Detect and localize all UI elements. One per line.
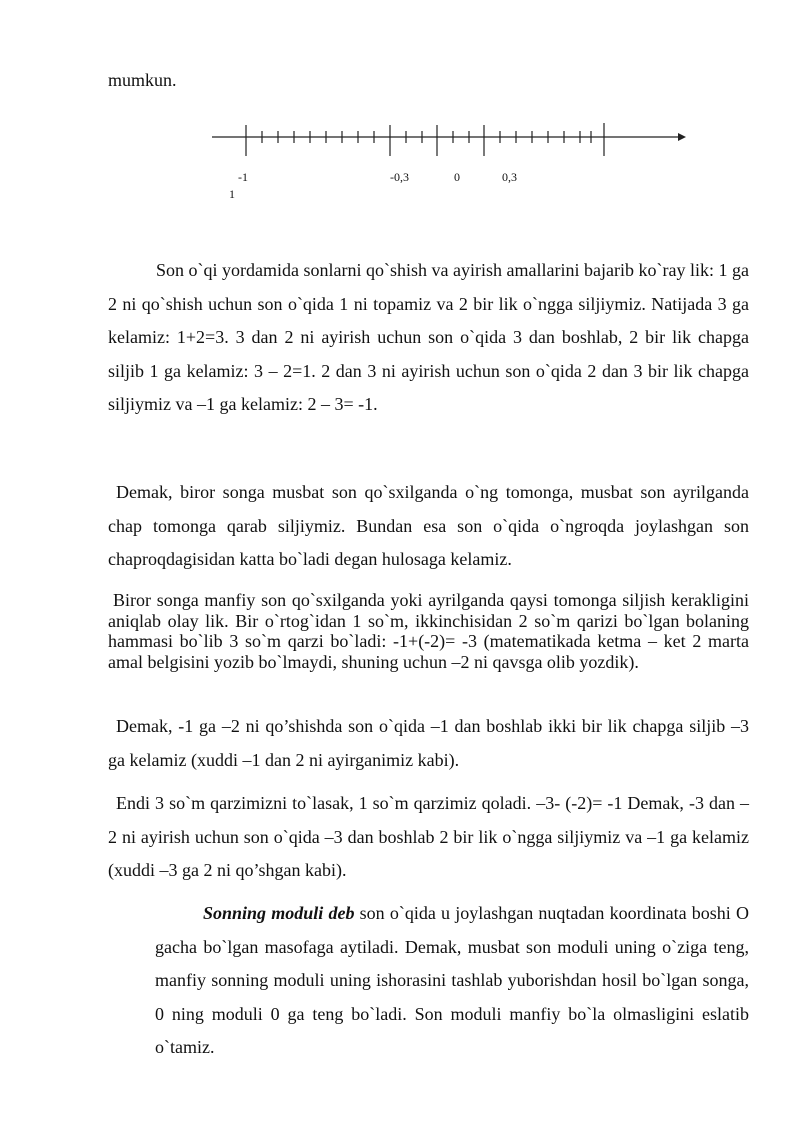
paragraph-subtracting-negative: Endi 3 so`m qarzimizni to`lasak, 1 so`m qarzimiz qoladi. –3- (-2)= -1 Demak, -3 dan –2 ni ayirish uchun son o`qida –3 dan boshlab 2 bir lik o`ngga siljiymiz va –1 ga kelamiz (xuddi –3 ga 2 ni qo’shgan kabi). xyxy=(108,793,749,880)
modulus-definition-text: son o`qida u joylashgan nuqtadan koordinata boshi O gacha bo`lgan masofaga aytiladi. Demak, musbat son moduli uning o`ziga teng, manfiy sonning moduli uning ishorasini tashlab yuborishdan hosil bo`lgan songa, 0 ning moduli 0 ga teng bo`ladi. Son moduli manfiy bo`la olmasligini eslatib o`tamiz. xyxy=(155,903,749,1057)
paragraph-modulus-definition xyxy=(155,897,749,1065)
term-modulus: Sonning moduli deb xyxy=(203,903,355,923)
label-zero: 0 xyxy=(454,170,460,184)
paragraph-addition-subtraction: Son o`qi yordamida sonlarni qo`shish va ayirish amallarini bajarib ko`ray lik: 1 ga 2 ni qo`shish uchun son o`qida 1 ni topamiz va 2 bir lik o`ngga siljiymiz. Natijada 3 ga kelamiz: 1+2=3. 3 dan 2 ni ayirish uchun son o`qida 3 dan boshlab, 2 bir lik chapga siljib 1 ga kelamiz: 3 – 2=1. 2 dan 3 ni ayirish uchun son o`qida 2 dan 3 bir lik chapga siljiymiz va –1 ga kelamiz: 2 – 3= -1. xyxy=(108,260,749,414)
label-point-three: 0,3 xyxy=(502,170,517,184)
intro-line: mumkun. xyxy=(108,70,177,90)
paragraph-negative-numbers: Biror songa manfiy son qo`sxilganda yoki ayrilganda qaysi tomonga siljish kerakligini aniqlab olay lik. Bir o`rtog`idan 1 so`m, ikkinchisidan 2 so`m qarizi bo`lgan bolaning hammasi bo`lib 3 so`m qarzi bo`ladi: -1+(-2)= -3 (matematikada ketma – ket 2 marta amal belgisini yozib bo`lmaydi, shuning uchun –2 ni qavsga olib yozdik). xyxy=(108,590,749,672)
number-line-diagram xyxy=(210,118,690,162)
number-line-ticks xyxy=(246,123,604,156)
paragraph-adding-negative: Demak, -1 ga –2 ni qo’shishda son o`qida –1 dan boshlab ikki bir lik chapga siljib –3 ga kelamiz (xuddi –1 dan 2 ni ayirganimiz kabi). xyxy=(108,716,749,770)
paragraph-conclusion-direction: Demak, biror songa musbat son qo`sxilganda o`ng tomonga, musbat son ayrilganda chap tomonga qarab siljiymiz. Bundan esa son o`qida o`ngroqda joylashgan son chaproqdagisidan katta bo`ladi degan hulosaga kelamiz. xyxy=(108,482,749,569)
label-one: 1 xyxy=(229,187,235,201)
label-minus-one: -1 xyxy=(238,170,248,184)
label-minus-point-three: -0,3 xyxy=(390,170,409,184)
number-line-arrowhead xyxy=(678,133,686,141)
